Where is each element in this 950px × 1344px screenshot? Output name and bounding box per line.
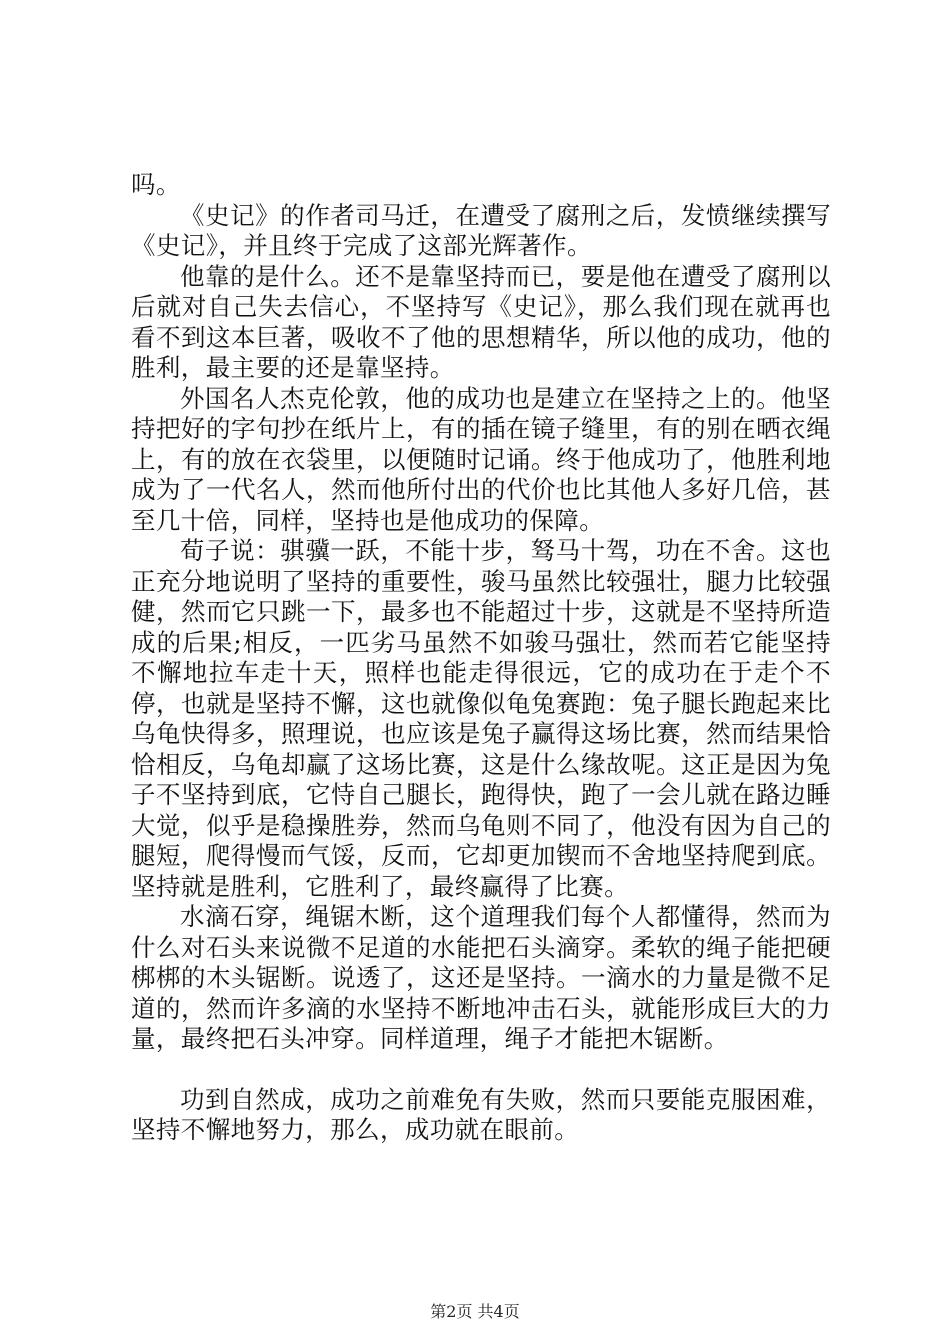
page-number-footer: 第2页 共4页 — [430, 1302, 520, 1321]
document-body — [131, 170, 831, 1146]
paragraph-continuation: 吗。 — [131, 170, 181, 199]
paragraph-jack-london: 外国名人杰克伦敦，他的成功也是建立在坚持之上的。他坚持把好的字句抄在纸片上，有的插在镜子缝里，有的别在晒衣绳上，有的放在衣袋里，以便随时记诵。终于他成功了，他胜利地成为了一代名人，然而他所付出的代价也比其他人多好几倍，甚至几十倍，同样，坚持也是他成功的保障。 — [131, 383, 831, 535]
paragraph-conclusion: 功到自然成，成功之前难免有失败，然而只要能克服困难，坚持不懈地努力，那么，成功就在眼前。 — [131, 1084, 831, 1144]
paragraph-shiji-author: 《史记》的作者司马迁，在遭受了腐刑之后，发愤继续撰写《史记》，并且终于完成了这部光辉著作。 — [131, 200, 831, 260]
paragraph-water-drop: 水滴石穿，绳锯木断，这个道理我们每个人都懂得，然而为什么对石头来说微不足道的水能把石头滴穿。柔软的绳子能把硬梆梆的木头锯断。说透了，这还是坚持。一滴水的力量是微不足道的，然而许多滴的水坚持不断地冲击石头，就能形成巨大的力量，最终把石头冲穿。同样道理，绳子才能把木锯断。 — [131, 902, 831, 1053]
paragraph-persistence-reason: 他靠的是什么。还不是靠坚持而已，要是他在遭受了腐刑以后就对自己失去信心，不坚持写《史记》，那么我们现在就再也看不到这本巨著，吸收不了他的思想精华，所以他的成功，他的胜利，最主要的还是靠坚持。 — [131, 261, 831, 382]
paragraph-xunzi: 荀子说：骐骥一跃，不能十步，驽马十驾，功在不舍。这也正充分地说明了坚持的重要性，骏马虽然比较强壮，腿力比较强健，然而它只跳一下，最多也不能超过十步，这就是不坚持所造成的后果;相反，一匹劣马虽然不如骏马强壮，然而若它能坚持不懈地拉车走十天，照样也能走得很远，它的成功在于走个不停，也就是坚持不懈，这也就像似龟兔赛跑：兔子腿长跑起来比乌龟快得多，照理说，也应该是兔子赢得这场比赛，然而结果恰恰相反，乌龟却赢了这场比赛，这是什么缘故呢。这正是因为兔子不坚持到底，它恃自己腿长，跑得快，跑了一会儿就在路边睡大觉，似乎是稳操胜券，然而乌龟则不同了，他没有因为自己的腿短，爬得慢而气馁，反而，它却更加锲而不舍地坚持爬到底。坚持就是胜利，它胜利了，最终赢得了比赛。 — [131, 536, 831, 901]
